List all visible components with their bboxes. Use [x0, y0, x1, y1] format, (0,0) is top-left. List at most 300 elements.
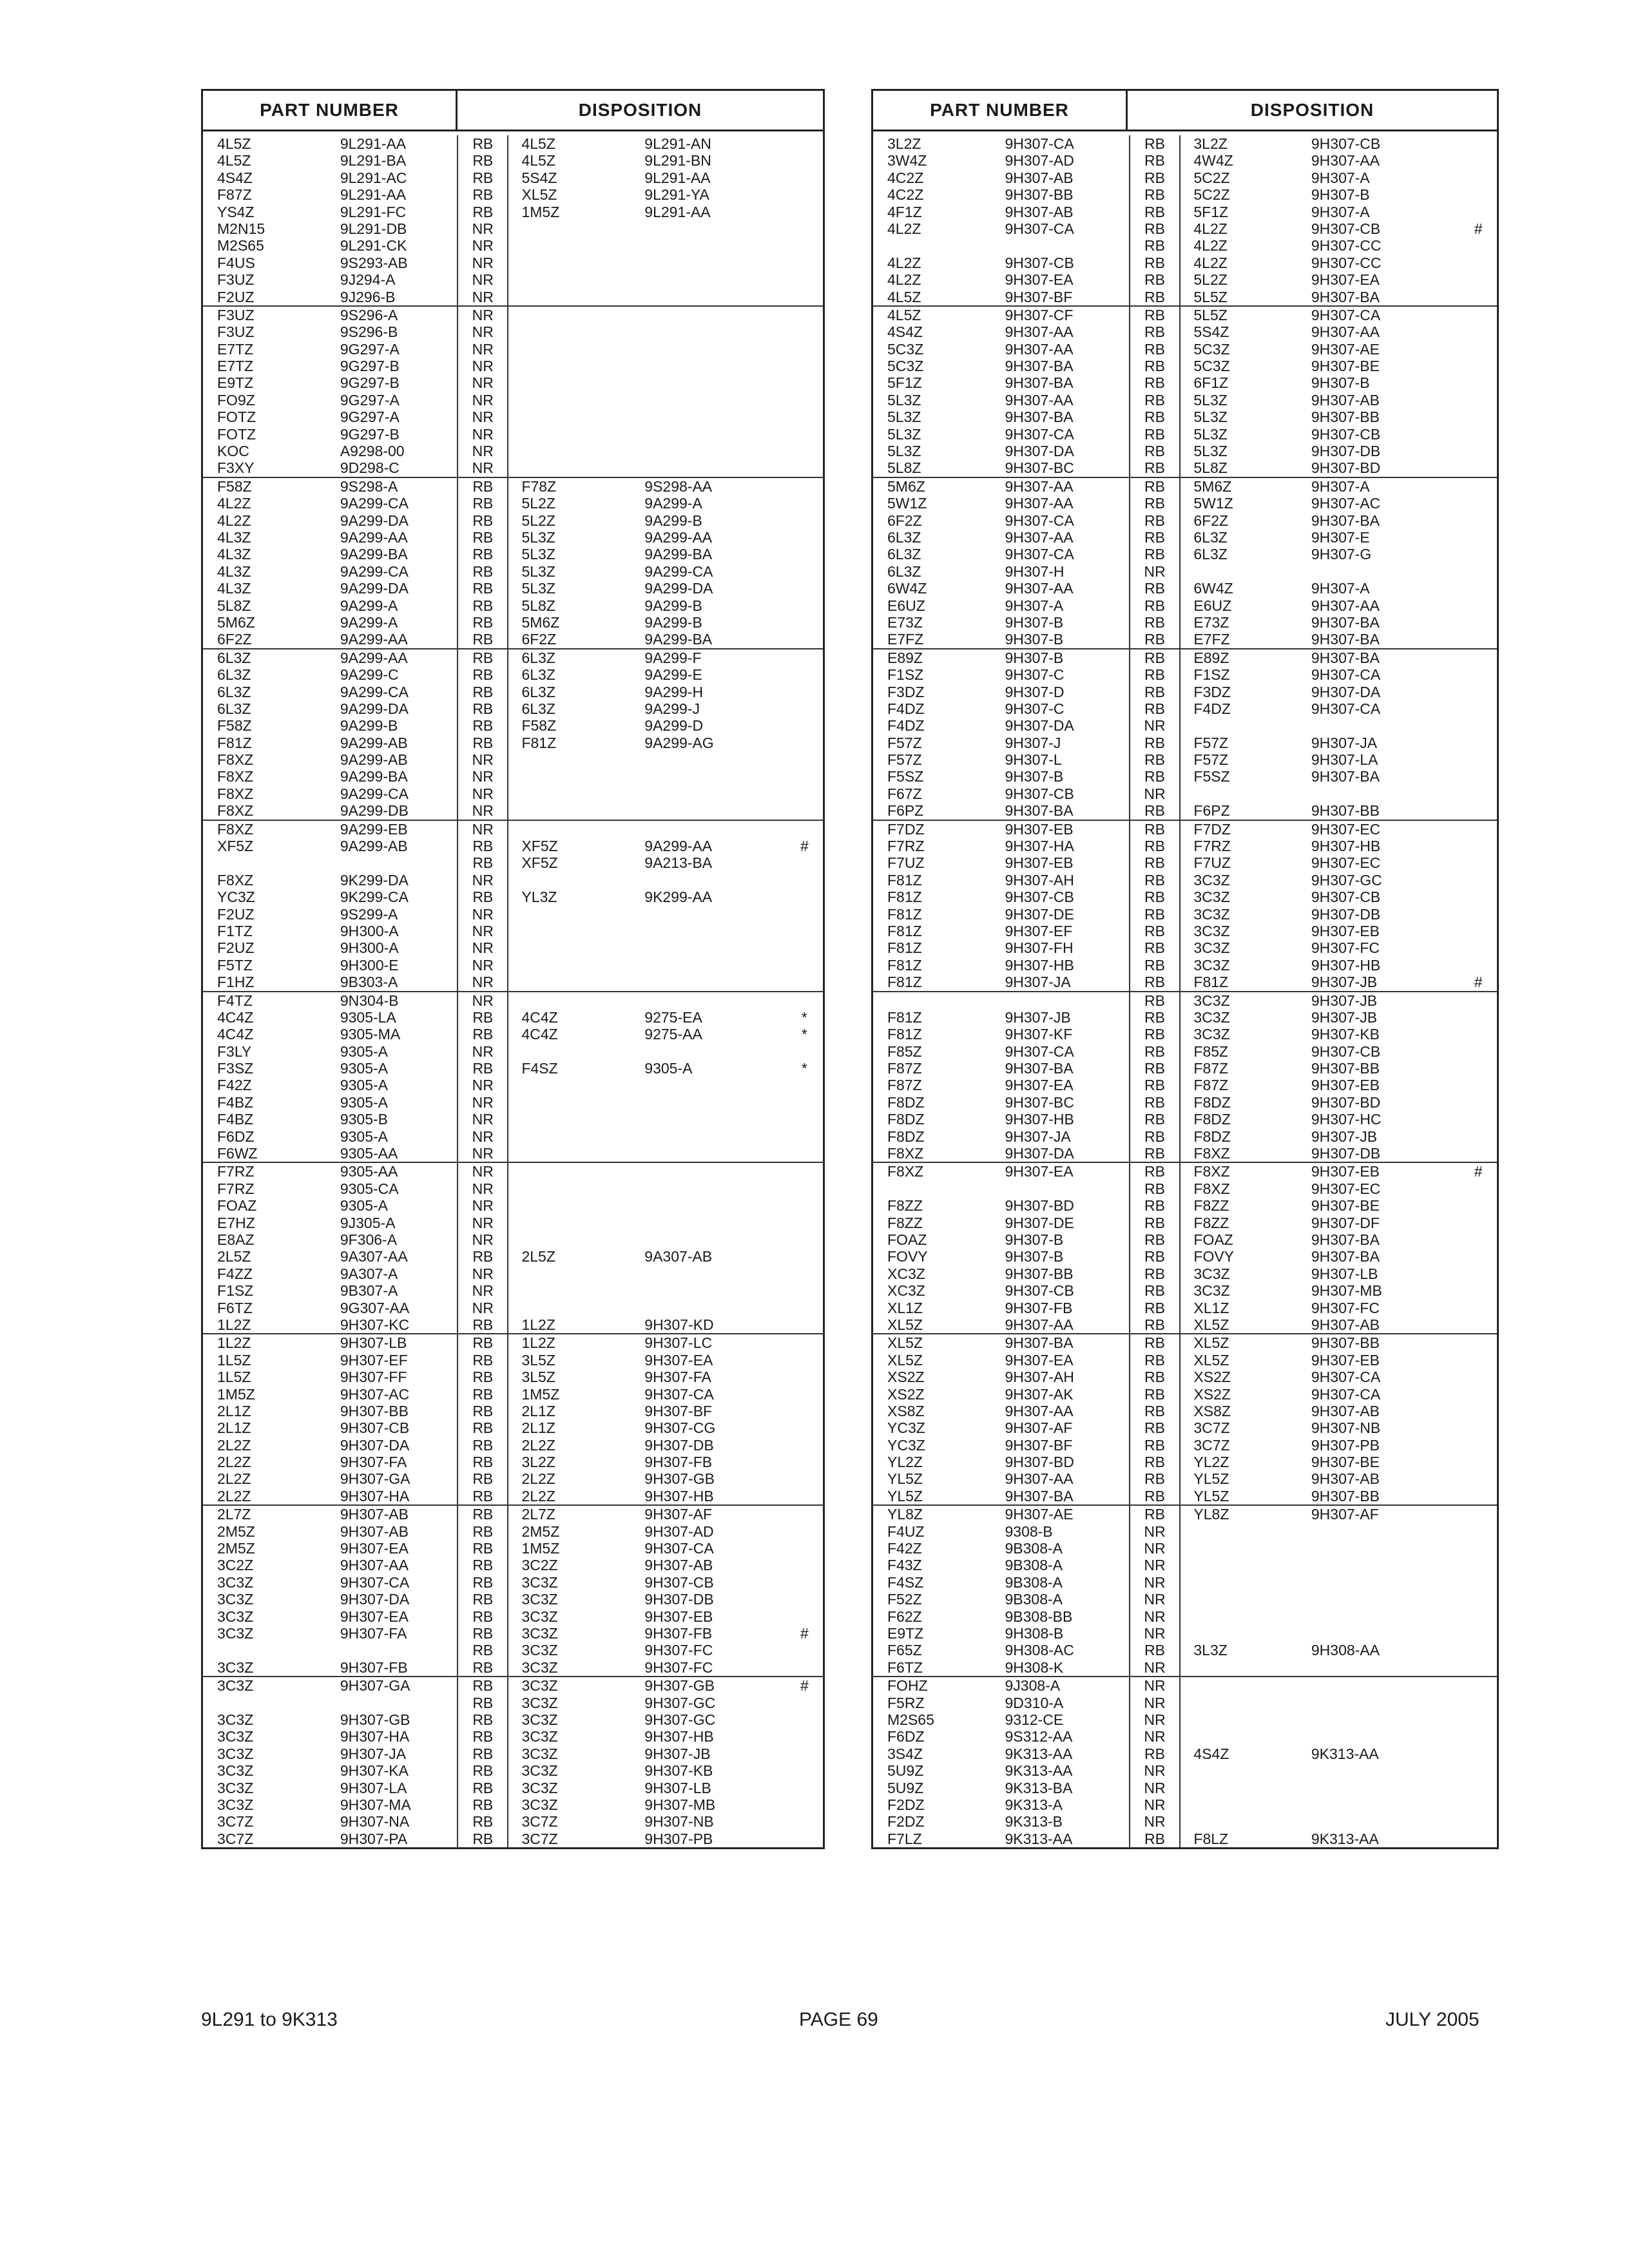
part-prefix: 3C3Z	[217, 1677, 254, 1695]
disposition-code: RB	[1129, 152, 1181, 169]
part-prefix: F5TZ	[217, 956, 253, 974]
new-part-number	[1311, 1796, 1460, 1813]
table-row	[203, 1180, 823, 1197]
part-prefix: F8XZ	[217, 785, 254, 802]
new-part-number: 9H307-BA	[1311, 288, 1380, 305]
disposition-code: NR	[457, 1145, 508, 1162]
new-part-number: 9A299-A	[644, 495, 702, 512]
disposition-code: NR	[457, 1043, 508, 1060]
part-number: 9A299-BA	[340, 546, 408, 563]
new-part-number: 9H307-DB	[1311, 1145, 1381, 1162]
part-prefix: 4L5Z	[217, 135, 251, 152]
note-mark	[1460, 735, 1497, 751]
disposition-code: NR	[457, 906, 508, 923]
new-prefix: 5L2Z	[1193, 271, 1228, 289]
new-prefix: 1M5Z	[521, 1385, 560, 1403]
table-row	[873, 1077, 1497, 1093]
row-group	[203, 821, 823, 992]
disposition-code: NR	[1129, 717, 1181, 734]
new-prefix: 3C3Z	[1193, 922, 1230, 939]
new-part-number	[1311, 1762, 1460, 1779]
disposition-code: RB	[457, 1454, 508, 1470]
table-row	[203, 580, 823, 597]
table-row	[873, 785, 1497, 802]
new-prefix	[508, 1300, 644, 1316]
part-number: 9G297-A	[340, 340, 400, 358]
new-part-number	[644, 1043, 786, 1060]
table-row	[203, 1026, 823, 1043]
part-prefix: 4S4Z	[217, 169, 253, 186]
part-prefix: 6L3Z	[887, 562, 921, 580]
new-part-number	[644, 392, 786, 408]
new-prefix: 6F2Z	[1193, 512, 1229, 529]
disposition-code: RB	[457, 1711, 508, 1728]
new-prefix	[508, 307, 644, 323]
note-mark	[1460, 152, 1497, 169]
part-number: 9H307-AC	[340, 1385, 410, 1403]
note-mark	[786, 374, 823, 391]
new-prefix	[508, 1265, 644, 1282]
note-mark: #	[1474, 220, 1483, 237]
table-row	[203, 495, 823, 512]
disposition-code: RB	[1129, 512, 1181, 529]
note-mark	[786, 1300, 823, 1316]
disposition-code: RB	[457, 1642, 508, 1658]
new-part-number: 9H307-AA	[1311, 597, 1380, 614]
new-part-number: 9H307-EB	[1311, 922, 1380, 939]
new-part-number: 9H307-A	[1311, 169, 1370, 186]
disposition-code: RB	[457, 1557, 508, 1573]
disposition-code: RB	[457, 1728, 508, 1745]
disposition-code: RB	[457, 529, 508, 546]
new-prefix: F81Z	[521, 734, 557, 751]
part-prefix: 1L5Z	[217, 1351, 251, 1369]
new-part-number	[644, 785, 786, 802]
part-prefix: 3C3Z	[217, 1624, 254, 1642]
new-part-number: 9H307-BB	[1311, 1487, 1380, 1504]
new-part-number: 9H307-KB	[644, 1762, 713, 1780]
new-part-number: 9H307-G	[1311, 546, 1372, 563]
part-number: 9H307-AA	[1005, 1402, 1074, 1419]
new-part-number: 9H307-LB	[1311, 1265, 1378, 1282]
table-row	[873, 1728, 1497, 1745]
new-part-number: 9L291-AN	[644, 135, 711, 152]
table-row	[203, 220, 823, 237]
new-part-number: 9H308-AA	[1311, 1642, 1380, 1659]
table-row	[203, 1813, 823, 1830]
note-mark	[786, 1334, 823, 1351]
disposition-code: RB	[1129, 1642, 1181, 1658]
disposition-code: NR	[1129, 1574, 1181, 1591]
note-mark	[786, 580, 823, 597]
part-prefix: F8ZZ	[887, 1197, 923, 1215]
part-prefix: 5L3Z	[887, 408, 921, 426]
new-prefix: 3C3Z	[521, 1642, 558, 1659]
note-mark	[786, 1437, 823, 1454]
part-prefix: 6F2Z	[887, 512, 922, 529]
new-prefix	[508, 426, 644, 443]
new-part-number	[644, 271, 786, 288]
new-part-number: 9H307-EC	[1311, 820, 1381, 838]
part-prefix: XS2Z	[887, 1369, 925, 1386]
note-mark	[1460, 204, 1497, 220]
part-number: 9H307-BA	[1005, 1334, 1074, 1352]
part-number: 9H307-AB	[340, 1506, 409, 1523]
new-prefix: 3C3Z	[1193, 1282, 1230, 1300]
table-row	[873, 512, 1497, 529]
part-prefix: F3UZ	[217, 323, 255, 341]
part-prefix: 2L1Z	[217, 1402, 251, 1419]
new-prefix: 3L5Z	[521, 1351, 555, 1369]
new-part-number: 9H307-GB	[644, 1470, 715, 1488]
new-prefix: XF5Z	[521, 838, 558, 855]
note-mark	[786, 1470, 823, 1487]
note-mark	[1460, 1470, 1497, 1487]
disposition-code: RB	[1129, 838, 1181, 854]
part-number: 9A299-DA	[340, 580, 409, 597]
new-part-number	[644, 307, 786, 323]
part-prefix: E8AZ	[217, 1231, 255, 1248]
table-row	[873, 1488, 1497, 1504]
disposition-code: RB	[457, 563, 508, 580]
disposition-code: NR	[1129, 1677, 1181, 1694]
part-number: 9H307-HB	[1005, 1111, 1074, 1128]
disposition-code: RB	[1129, 684, 1181, 700]
disposition-code: RB	[1129, 992, 1181, 1009]
disposition-code: NR	[457, 957, 508, 974]
note-mark	[786, 1163, 823, 1180]
new-prefix: F57Z	[1193, 751, 1229, 769]
table-row	[203, 341, 823, 358]
new-part-number: 9H307-CB	[644, 1573, 714, 1591]
new-prefix	[508, 408, 644, 425]
part-number: 9K313-AA	[1005, 1830, 1073, 1847]
part-number: 9G297-A	[340, 391, 400, 408]
part-number: 9K313-AA	[1005, 1745, 1073, 1762]
part-number: 9H307-CA	[1005, 546, 1074, 563]
disposition-code: RB	[1129, 1334, 1181, 1351]
table-row	[203, 889, 823, 905]
new-prefix: 3L3Z	[1193, 1642, 1228, 1659]
part-number: 9H307-DA	[1005, 443, 1074, 460]
row-group	[203, 649, 823, 821]
disposition-code: RB	[1129, 529, 1181, 546]
part-prefix: FOAZ	[217, 1197, 257, 1215]
note-mark	[786, 459, 823, 476]
note-mark	[1460, 1403, 1497, 1419]
table-row	[203, 1437, 823, 1454]
new-part-number	[644, 341, 786, 358]
disposition-code: RB	[457, 1437, 508, 1454]
part-number: 9H307-FH	[1005, 939, 1074, 957]
note-mark	[786, 152, 823, 169]
new-part-number: 9H307-FC	[1311, 1299, 1380, 1316]
disposition-code: NR	[1129, 1780, 1181, 1796]
part-prefix: F81Z	[887, 871, 922, 889]
part-prefix: F7DZ	[887, 820, 925, 838]
table-row	[203, 992, 823, 1009]
new-part-number: 9H307-FC	[644, 1642, 713, 1659]
note-mark	[786, 1831, 823, 1847]
part-number: 9A299-AB	[340, 838, 408, 855]
note-mark	[1460, 1574, 1497, 1591]
new-part-number: 9H307-KD	[644, 1316, 714, 1333]
part-number: 9H307-DA	[1005, 1145, 1074, 1162]
part-prefix: 1L5Z	[217, 1369, 251, 1386]
note-mark	[1460, 1437, 1497, 1454]
new-part-number	[1311, 1574, 1460, 1591]
disposition-code: RB	[457, 1026, 508, 1043]
disposition-code: NR	[1129, 563, 1181, 580]
part-prefix: F5SZ	[887, 768, 924, 785]
part-number: 9S296-B	[340, 323, 398, 341]
disposition-code: RB	[457, 614, 508, 631]
part-prefix: F4UZ	[887, 1523, 925, 1540]
table-row	[203, 1197, 823, 1214]
part-prefix: YL8Z	[887, 1506, 923, 1523]
table-row	[873, 1677, 1497, 1694]
disposition-code: RB	[1129, 751, 1181, 768]
disposition-code: RB	[1129, 1197, 1181, 1214]
new-prefix	[508, 1145, 644, 1162]
part-prefix: 6L3Z	[217, 649, 251, 666]
new-part-number: 9H307-AE	[1311, 340, 1380, 358]
new-prefix: F78Z	[521, 477, 557, 495]
table-row	[873, 443, 1497, 459]
new-prefix	[508, 768, 644, 785]
part-prefix: F4BZ	[217, 1093, 254, 1111]
table-row	[873, 1403, 1497, 1419]
table-row	[873, 1163, 1497, 1180]
table-row	[873, 1009, 1497, 1026]
new-part-number: 9H307-JB	[1311, 992, 1378, 1009]
part-number: 9H307-HB	[1005, 956, 1074, 974]
table-row	[873, 1231, 1497, 1248]
new-prefix: 5L8Z	[521, 597, 555, 614]
new-part-number: 9H307-AB	[1311, 391, 1380, 408]
new-prefix: 5L5Z	[1193, 306, 1228, 323]
note-mark	[1460, 1077, 1497, 1093]
part-prefix: F81Z	[887, 922, 922, 939]
new-prefix	[1181, 1711, 1311, 1728]
new-prefix: 5C2Z	[1193, 186, 1230, 204]
table-row	[873, 1711, 1497, 1728]
new-part-number: 9K313-AA	[1311, 1745, 1379, 1762]
part-number: 9H307-AB	[340, 1523, 409, 1540]
disposition-code: RB	[457, 580, 508, 597]
part-number: 9A299-A	[340, 613, 398, 631]
part-number: 9L291-AA	[340, 135, 407, 152]
part-prefix: F4DZ	[887, 700, 925, 717]
new-prefix: E7FZ	[1193, 631, 1230, 648]
note-mark	[786, 1780, 823, 1796]
new-prefix: F58Z	[521, 717, 557, 735]
new-part-number	[1311, 1659, 1460, 1676]
part-prefix: F6DZ	[887, 1728, 925, 1745]
part-prefix: 6L3Z	[217, 666, 251, 684]
new-prefix	[508, 271, 644, 288]
table-row	[203, 1300, 823, 1316]
note-mark	[786, 1574, 823, 1591]
table-row	[203, 1215, 823, 1231]
disposition-code: RB	[1129, 666, 1181, 683]
part-prefix: E7HZ	[217, 1214, 255, 1231]
disposition-code: RB	[457, 1386, 508, 1403]
disposition-code: RB	[457, 1369, 508, 1385]
new-part-number: 9H307-PB	[1311, 1436, 1380, 1454]
part-prefix: F81Z	[887, 956, 922, 974]
note-mark	[1460, 237, 1497, 254]
new-part-number: 9H307-BA	[1311, 631, 1380, 648]
part-prefix: F8XZ	[217, 751, 254, 769]
new-part-number: 9H307-E	[1311, 528, 1370, 546]
table-row	[203, 872, 823, 889]
new-prefix: F8XZ	[1193, 1180, 1230, 1197]
part-prefix: F67Z	[887, 785, 922, 802]
new-part-number	[644, 1180, 786, 1197]
part-prefix: F81Z	[887, 974, 922, 991]
new-part-number: 9K313-AA	[1311, 1830, 1379, 1847]
new-part-number: 9H307-BE	[1311, 1197, 1380, 1215]
table-row	[203, 1316, 823, 1333]
table-row	[203, 1523, 823, 1540]
table-row	[873, 768, 1497, 785]
table-row	[203, 1608, 823, 1625]
part-prefix: 3C3Z	[217, 1762, 254, 1780]
part-prefix: FOHZ	[887, 1677, 928, 1695]
new-part-number: 9H307-CB	[1311, 425, 1381, 443]
new-prefix	[508, 1163, 644, 1180]
part-number: 9H308-B	[1005, 1624, 1064, 1642]
part-prefix: E7TZ	[217, 358, 254, 375]
new-prefix	[508, 957, 644, 974]
part-number: 9305-CA	[340, 1180, 399, 1197]
new-part-number: 9L291-YA	[644, 186, 709, 204]
table-row	[873, 974, 1497, 990]
new-prefix: 3C3Z	[521, 1591, 558, 1608]
note-mark	[786, 1419, 823, 1436]
part-number: 9305-LA	[340, 1008, 396, 1026]
new-prefix: 5S4Z	[1193, 323, 1229, 341]
page-number: PAGE 69	[799, 2009, 878, 2030]
part-number: 9H307-AK	[1005, 1385, 1074, 1403]
new-prefix: 5L2Z	[521, 495, 555, 512]
table-row	[203, 1231, 823, 1248]
new-prefix: 6L3Z	[1193, 546, 1228, 563]
note-mark	[1460, 717, 1497, 734]
note-mark	[1460, 1215, 1497, 1231]
new-part-number: 9H307-BB	[1311, 408, 1380, 426]
new-prefix: 3L5Z	[521, 1369, 555, 1386]
table-body	[873, 131, 1497, 1847]
new-prefix	[1181, 1659, 1311, 1676]
part-number: 9G297-B	[340, 358, 400, 375]
note-mark	[786, 974, 823, 990]
disposition-code: RB	[1129, 1369, 1181, 1385]
new-prefix: 3C3Z	[521, 1694, 558, 1711]
note-mark	[1460, 1591, 1497, 1608]
new-part-number: 9H307-EA	[644, 1351, 713, 1369]
new-part-number: 9H307-BA	[1311, 1248, 1380, 1265]
part-prefix: 2L2Z	[217, 1454, 251, 1471]
part-number: 9H307-JA	[1005, 1128, 1071, 1145]
part-prefix: 3S4Z	[887, 1745, 923, 1762]
disposition-code: NR	[457, 1265, 508, 1282]
disposition-code: RB	[457, 684, 508, 700]
disposition-code: NR	[457, 1128, 508, 1145]
page-date: JULY 2005	[1385, 2009, 1480, 2030]
new-part-number: 9H307-A	[1311, 203, 1370, 220]
part-prefix: F7RZ	[217, 1180, 255, 1197]
note-mark	[1460, 939, 1497, 956]
new-part-number: 9305-A	[644, 1060, 693, 1077]
table-row	[203, 426, 823, 443]
note-mark	[786, 854, 823, 871]
part-prefix: 3C3Z	[217, 1728, 254, 1745]
part-prefix: 2L2Z	[217, 1436, 251, 1454]
part-prefix: 4C4Z	[217, 1026, 254, 1043]
table-row	[873, 1557, 1497, 1573]
row-group	[203, 1677, 823, 1847]
part-number: 9A299-B	[340, 717, 398, 735]
part-number: 9A299-C	[340, 666, 399, 684]
new-part-number	[644, 358, 786, 374]
disposition-code: RB	[1129, 872, 1181, 889]
new-part-number	[644, 323, 786, 340]
part-prefix: F2DZ	[887, 1796, 925, 1813]
new-prefix: 5W1Z	[1193, 495, 1233, 512]
part-number: 9H307-B	[1005, 649, 1064, 666]
part-number: 9H307-BA	[1005, 374, 1074, 392]
new-part-number: 9H307-FC	[644, 1658, 713, 1676]
disposition-code: RB	[1129, 821, 1181, 838]
part-number: 9A299-DA	[340, 512, 409, 529]
disposition-code: RB	[1129, 459, 1181, 476]
row-group	[873, 992, 1497, 1164]
part-number: 9H307-GA	[340, 1470, 410, 1488]
new-part-number: 9H307-LA	[1311, 751, 1378, 769]
new-prefix: YL8Z	[1193, 1506, 1229, 1523]
disposition-code: NR	[457, 271, 508, 288]
disposition-code: RB	[1129, 802, 1181, 819]
disposition-code: NR	[457, 358, 508, 374]
new-part-number	[644, 1145, 786, 1162]
new-prefix: 6W4Z	[1193, 580, 1233, 597]
note-mark	[1460, 631, 1497, 648]
disposition-code: RB	[1129, 135, 1181, 152]
part-prefix	[873, 237, 1005, 254]
note-mark	[1460, 751, 1497, 768]
part-number: 9305-AA	[340, 1163, 398, 1180]
part-number: 9H307-AB	[1005, 203, 1074, 220]
part-prefix: 3C3Z	[217, 1745, 254, 1762]
table-row	[873, 1591, 1497, 1608]
table-row	[203, 307, 823, 323]
new-part-number: 9L291-AA	[644, 169, 711, 186]
part-number: 9H307-HA	[340, 1487, 410, 1504]
part-number: 9H300-A	[340, 939, 399, 957]
part-prefix: 5W1Z	[887, 495, 927, 512]
table-row	[203, 408, 823, 425]
table-row	[203, 974, 823, 990]
table-row	[203, 1488, 823, 1504]
note-mark	[786, 220, 823, 237]
new-part-number: 9H307-JB	[644, 1745, 711, 1762]
note-mark	[786, 717, 823, 734]
note-mark	[786, 408, 823, 425]
row-group	[203, 1506, 823, 1677]
table-row	[873, 204, 1497, 220]
